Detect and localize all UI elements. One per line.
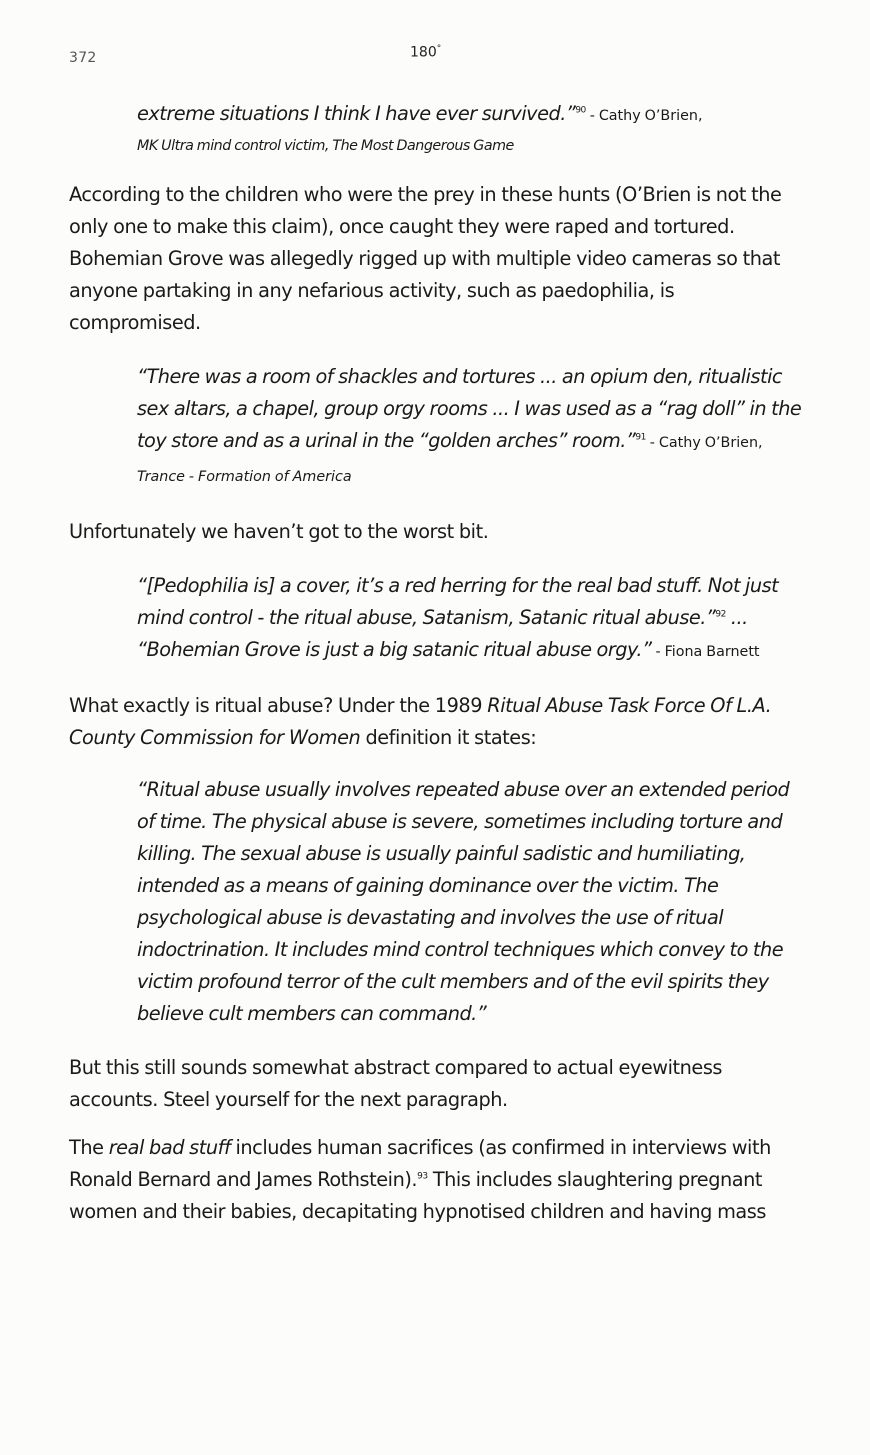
footnote-ref-93: 93 <box>417 1171 428 1182</box>
quote-2-source-title: Trance - Formation of America <box>137 469 352 485</box>
block-quote-1 <box>137 98 809 160</box>
quote-3-text-b: ... “Bohemian Grove is just a big satanic ritual abuse orgy.” <box>137 606 748 661</box>
running-head-title: 180 <box>410 44 437 61</box>
paragraph-5-post: This includes slaughtering pregnant women and their babies, decapitating hypnotised children and having mass <box>69 1168 766 1223</box>
footnote-ref-90: 90 <box>575 105 586 116</box>
paragraph-5-pre: The <box>69 1136 109 1159</box>
quote-1-attribution-desc: MK Ultra mind control victim, <box>137 138 333 154</box>
running-head-mark: ° <box>436 44 442 54</box>
paragraph-5 <box>69 1132 809 1228</box>
quote-1-text: extreme situations I think I have ever survived.” <box>137 102 576 125</box>
quote-3-attribution: - Fiona Barnett <box>651 644 760 660</box>
quote-2-attribution-author: - Cathy O’Brien, <box>645 435 763 451</box>
paragraph-1: According to the children who were the prey in these hunts (O’Brien is not the only one to make this claim), once caught they were raped and tortured. Bohemian Grove was allegedly rigged up with multiple video cameras so that anyone partaking in any nefarious activity, such as paedophilia, is compromised. <box>69 183 782 334</box>
paragraph-3 <box>69 690 809 754</box>
paragraph-5-emphasis: real bad stuff <box>108 1136 231 1159</box>
quote-2-text: “There was a room of shackles and tortures ... an opium den, ritualistic sex altars, a chapel, group orgy rooms ... I was used as a “rag doll” in the toy store and as a urinal in the “golden arches” room.” <box>137 365 802 452</box>
quote-1-attribution: - Cathy O’Brien, <box>585 108 703 124</box>
block-quote-2 <box>137 361 809 493</box>
block-quote-3 <box>137 570 809 668</box>
footnote-ref-92: 92 <box>715 609 726 620</box>
text-column <box>69 98 809 1244</box>
page-number: 372 <box>69 50 97 66</box>
paragraph-3-pre: What exactly is ritual abuse? Under the 1989 <box>69 694 488 717</box>
paragraph-3-post: definition it states: <box>360 726 537 749</box>
paragraph-2: Unfortunately we haven’t got to the worst bit. <box>69 520 489 543</box>
quote-1-attribution-line-2 <box>137 132 809 160</box>
block-quote-4: “Ritual abuse usually involves repeated abuse over an extended period of time. The physical abuse is severe, sometimes including torture and killing. The sexual abuse is usually painful sadistic and humiliating, intended as a means of gaining dominance over the victim. The psychological abuse is devastating and involves the use of ritual indoctrination. It includes mind control techniques which convey to the victim profound terror of the cult members and of the evil spirits they believe cult members can command.” <box>137 778 790 1025</box>
quote-1-source-title: The Most Dangerous Game <box>332 138 514 154</box>
paragraph-3-title: Ritual Abuse Task Force Of L.A. County Commission for Women <box>69 694 772 749</box>
paragraph-5-mid: includes human sacrifices (as confirmed in interviews with Ronald Bernard and James Rothstein). <box>69 1136 771 1191</box>
paragraph-4: But this still sounds somewhat abstract compared to actual eyewitness accounts. Steel yourself for the next paragraph. <box>69 1056 723 1111</box>
footnote-ref-91: 91 <box>635 432 646 443</box>
quote-3-text-a: “[Pedophilia is] a cover, it’s a red herring for the real bad stuff. Not just mind control - the ritual abuse, Satanism, Satanic ritual abuse.” <box>137 574 779 629</box>
running-head <box>410 44 441 61</box>
